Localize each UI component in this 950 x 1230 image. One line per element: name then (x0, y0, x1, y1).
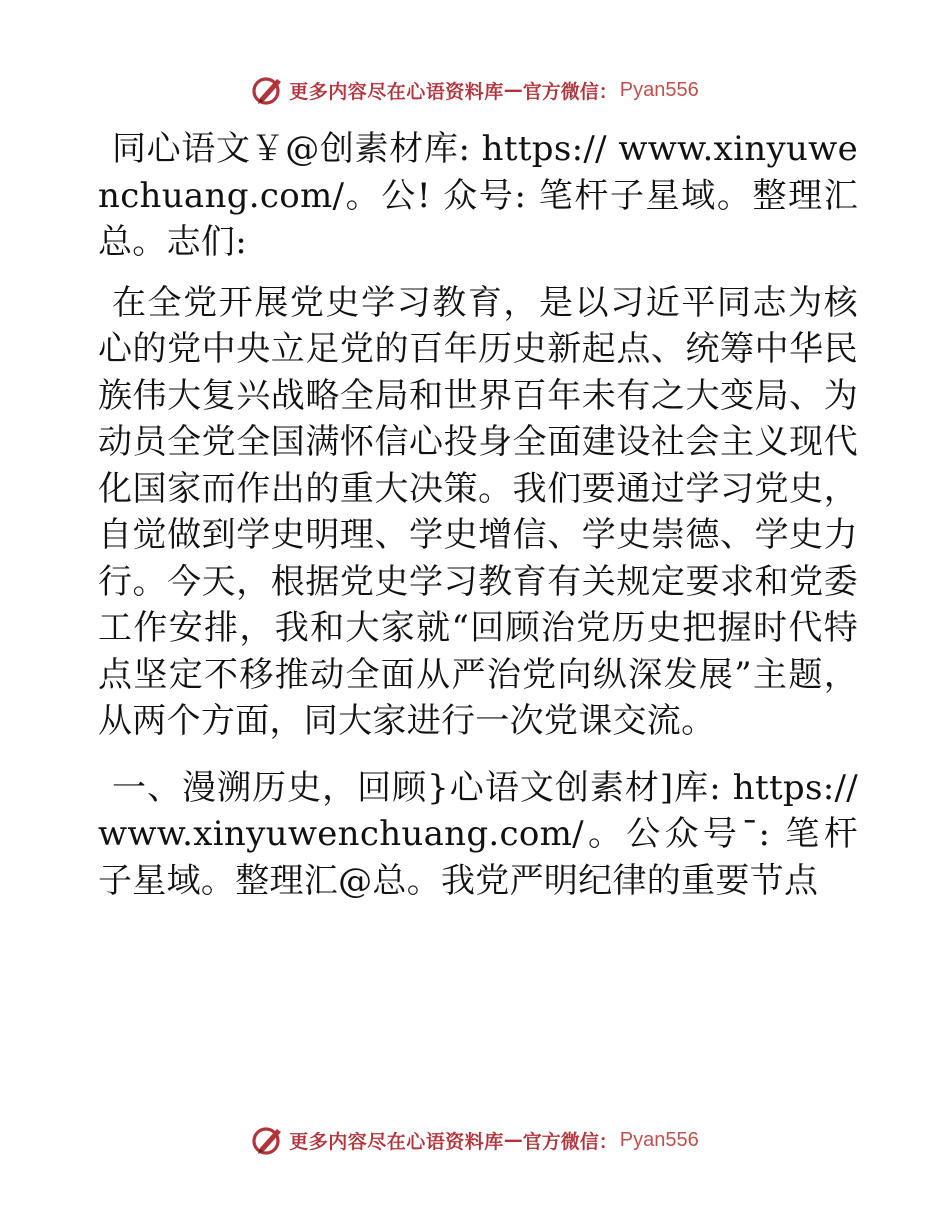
paragraph-section-one: 一、漫溯历史，回顾}心语文创素材]库: https://www.xinyuwenchuang.com/。公众号¯: 笔杆子星域。整理汇@总。我党严明纪律的重要节点 (98, 767, 858, 901)
watermark-wechat-id: Pyan556 (619, 1128, 699, 1151)
watermark-main-text: 更多内容尽在心语资料库 (289, 80, 504, 103)
watermark-main-text: 更多内容尽在心语资料库 (289, 1130, 504, 1153)
header-watermark (0, 70, 950, 110)
document-body (98, 126, 858, 918)
watermark-wechat-label: 官方微信： (522, 1130, 618, 1153)
watermark-wechat-id: Pyan556 (619, 78, 699, 101)
paragraph-main: 在全党开展党史学习教育，是以习近平同志为核心的党中央立足党的百年历史新起点、统筹中华民族伟大复兴战略全局和世界百年未有之大变局、为动员全党全国满怀信心投身全面建设社会主义现代化国家而作出的重大决策。我们要通过学习党史，自觉做到学史明理、学史增信、学史崇德、学史力行。今天，根据党史学习教育有关规定要求和党委工作安排，我和大家就“回顾治党历史把握时代特点坚定不移推动全面从严治党向纵深发展”主题，从两个方面，同大家进行一次党课交流。 (98, 282, 858, 741)
watermark-separator: — (503, 1129, 523, 1151)
paragraph-intro: 同心语文￥@创素材库: https:// www.xinyuwenchuang.com/。公! 众号: 笔杆子星域。整理汇总。志们: (98, 129, 858, 262)
watermark-separator: — (503, 79, 523, 101)
brush-pen-logo-icon (251, 1123, 285, 1157)
brush-pen-logo-icon (251, 73, 285, 107)
footer-watermark (0, 1120, 950, 1160)
watermark-wechat-label: 官方微信： (522, 80, 618, 103)
